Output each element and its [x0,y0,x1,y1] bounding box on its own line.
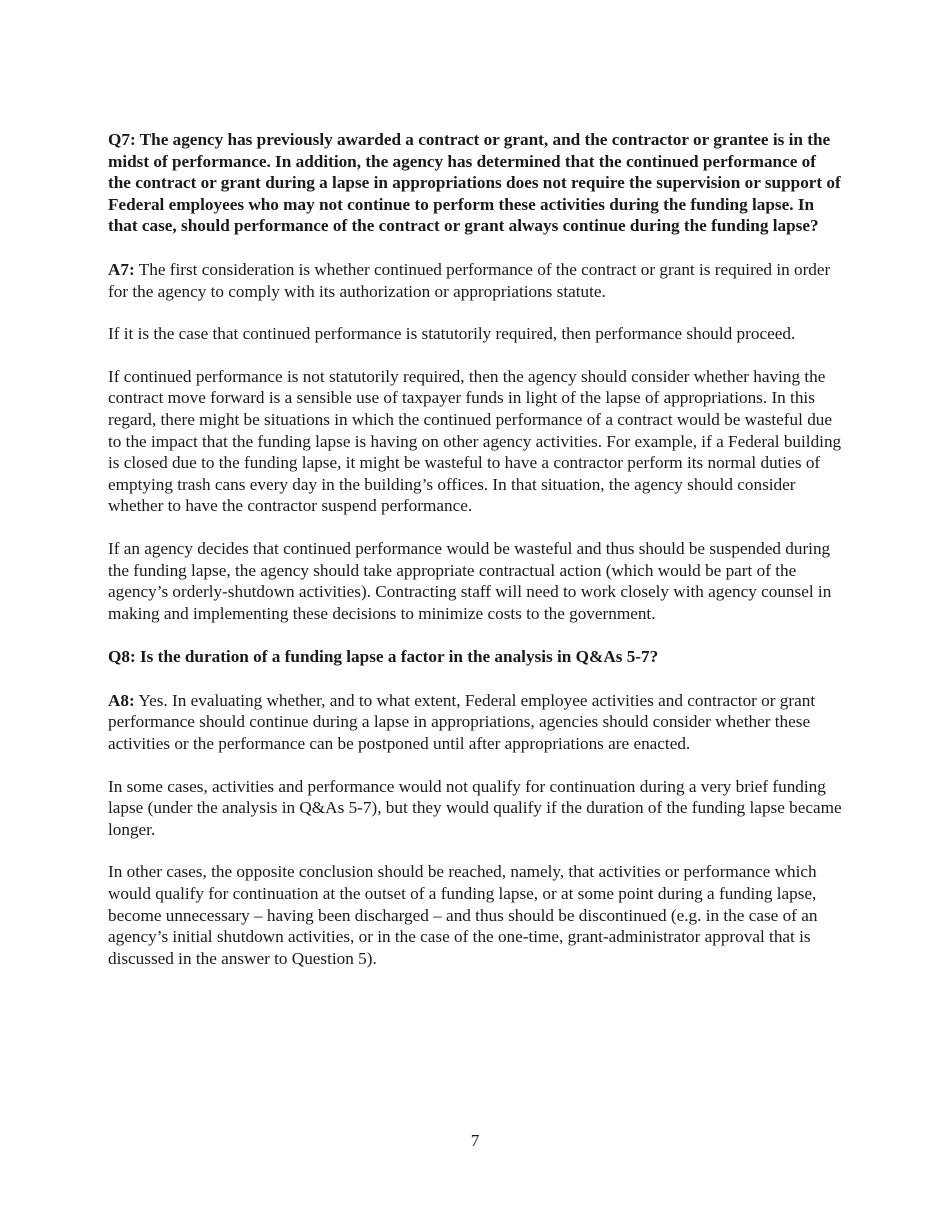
a7-paragraph-1: The first consideration is whether continued performance of the contract or grant is required in order for the agency to comply with its authorization or appropriations statute. [108,259,831,301]
page-number: 7 [470,1131,480,1150]
a8-label: A8: [108,690,135,710]
answer-a8-intro [108,690,843,755]
q7-label: Q7: [108,130,136,149]
question-q7 [108,129,843,237]
a7-paragraph-2: If it is the case that continued performance is statutorily required, then performance should proceed. [108,324,796,344]
a7-label: A7: [108,259,135,279]
a7-paragraph-4: If an agency decides that continued performance would be wasteful and thus should be suspended during the funding lapse, the agency should take appropriate contractual action (which would be part of the agency’s orderly-shutdown activities). Contracting staff will need to work closely with agency counsel in making and implementing these decisions to minimize costs to the government. [108,538,832,623]
a8-paragraph-3: In other cases, the opposite conclusion should be reached, namely, that activities or performance which would qualify for continuation at the outset of a funding lapse, or at some point during a funding lapse, become unnecessary – having been discharged – and thus should be discontinued (e.g. in the case of an agency’s initial shutdown activities, or in the case of the one-time, grant-administrator approval that is discussed in the answer to Question 5). [108,862,818,968]
a8-paragraph-2: In some cases, activities and performance would not qualify for continuation during a very brief funding lapse (under the analysis in Q&As 5-7), but they would qualify if the duration of the funding lapse became longer. [108,776,842,839]
a8-paragraph-1: Yes. In evaluating whether, and to what extent, Federal employee activities and contractor or grant performance should continue during a lapse in appropriations, agencies should consider whether these activities or the performance can be postponed until after appropriations are enacted. [108,690,816,754]
q8-text: Is the duration of a funding lapse a factor in the analysis in Q&As 5-7? [135,647,659,667]
question-q8 [108,646,843,668]
q8-label: Q8: [108,647,136,667]
document-page [108,129,843,969]
answer-a7-intro [108,259,843,302]
a7-paragraph-3: If continued performance is not statutorily required, then the agency should consider whether having the contract move forward is a sensible use of taxpayer funds in light of the lapse of appropriations. In this regard, there might be situations in which the continued performance of a contract would be wasteful due to the impact that the funding lapse is having on other agency activities. For example, if a Federal building is closed due to the funding lapse, it might be wasteful to have a contractor perform its normal duties of emptying trash cans every day in the building’s offices. In that situation, the agency should consider whether to have the contractor suspend performance. [108,366,842,516]
q7-text: The agency has previously awarded a contract or grant, and the contractor or grantee is in the midst of performance. In addition, the agency has determined that the continued performance of the contract or grant during a lapse in appropriations does not require the supervision or support of Federal employees who may not continue to perform these activities during the funding lapse. In that case, should performance of the contract or grant always continue during the funding lapse? [108,130,841,236]
